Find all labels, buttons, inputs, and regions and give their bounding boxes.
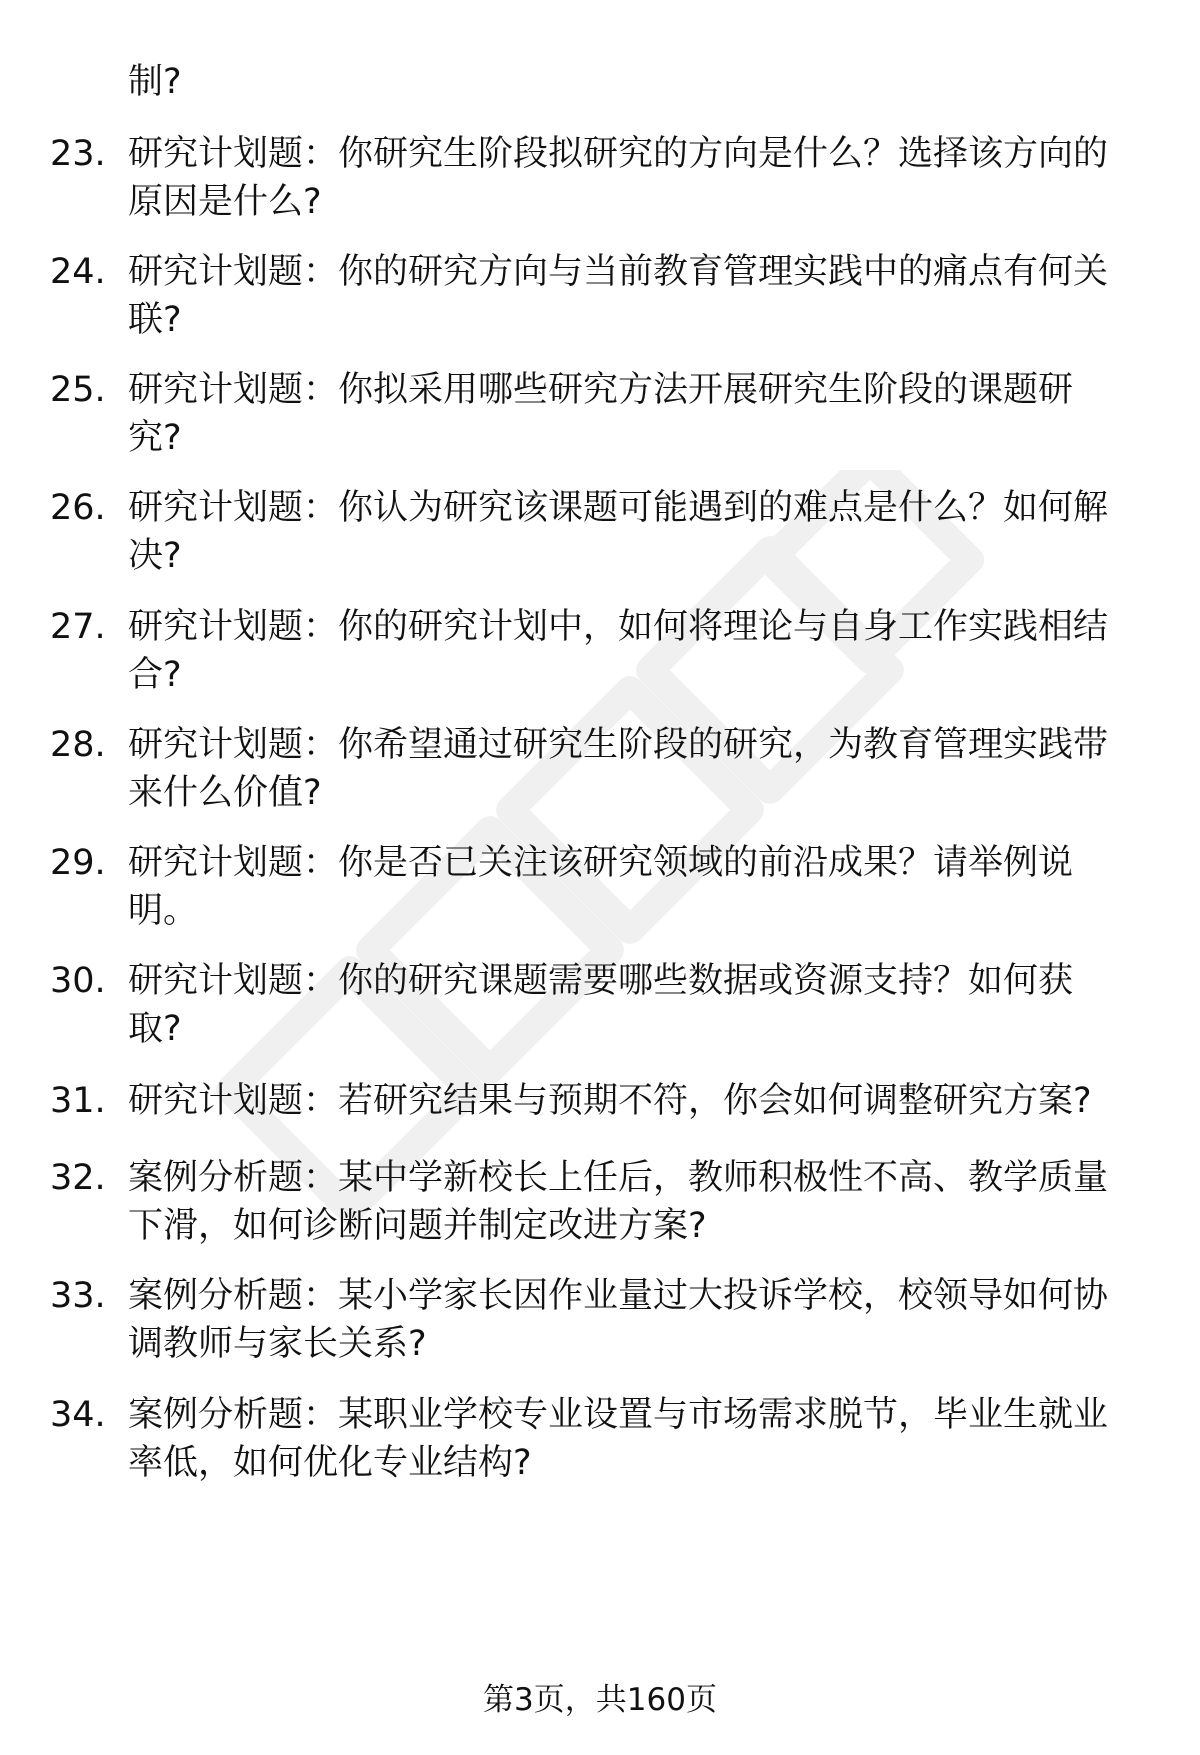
question-text-line: 决? (128, 536, 182, 576)
question-text-line: 合? (128, 655, 182, 695)
question-text (128, 366, 1148, 462)
question-text (128, 603, 1148, 699)
question-text-line: 案例分析题：某中学新校长上任后，教师积极性不高、教学质量 (128, 1158, 1109, 1198)
question-number: 30. (50, 961, 106, 1001)
question-text-line: 究? (128, 418, 182, 458)
question-text (128, 1391, 1148, 1487)
question-text (128, 1154, 1148, 1250)
question-text-line: 联? (128, 300, 182, 340)
question-text (128, 248, 1148, 344)
question-number: 32. (50, 1158, 106, 1198)
question-text-line: 取? (128, 1009, 182, 1049)
question-text-line: 研究计划题：你认为研究该课题可能遇到的难点是什么？如何解 (128, 488, 1109, 528)
continued-text: 制? (128, 62, 182, 102)
question-text-line: 研究计划题：你的研究计划中，如何将理论与自身工作实践相结 (128, 607, 1109, 647)
question-text-line: 率低，如何优化专业结构? (128, 1443, 532, 1483)
question-text-line: 研究计划题：你的研究方向与当前教育管理实践中的痛点有何关 (128, 252, 1109, 292)
question-number: 28. (50, 725, 106, 765)
question-number: 23. (50, 134, 106, 174)
question-number: 25. (50, 370, 106, 410)
question-text-line: 案例分析题：某职业学校专业设置与市场需求脱节，毕业生就业 (128, 1395, 1109, 1435)
question-text (128, 839, 1148, 935)
question-number: 24. (50, 252, 106, 292)
question-text-line: 明。 (128, 891, 199, 931)
question-text (128, 484, 1148, 580)
question-text-line: 研究计划题：你拟采用哪些研究方法开展研究生阶段的课题研 (128, 370, 1074, 410)
question-number: 31. (50, 1081, 106, 1121)
question-text-line: 原因是什么? (128, 182, 322, 222)
question-text-line: 案例分析题：某小学家长因作业量过大投诉学校，校领导如何协 (128, 1276, 1109, 1316)
question-number: 33. (50, 1276, 106, 1316)
question-text (128, 1077, 1148, 1125)
question-text-line: 研究计划题：你的研究课题需要哪些数据或资源支持？如何获 (128, 961, 1074, 1001)
question-text-line: 研究计划题：若研究结果与预期不符，你会如何调整研究方案? (128, 1081, 1092, 1121)
question-text (128, 1272, 1148, 1368)
question-text-line: 研究计划题：你研究生阶段拟研究的方向是什么？选择该方向的 (128, 134, 1109, 174)
page-number-footer: 第3页，共160页 (483, 1682, 717, 1718)
question-number: 27. (50, 607, 106, 647)
question-text (128, 957, 1148, 1053)
question-text-line: 调教师与家长关系? (128, 1324, 427, 1364)
question-text-line: 研究计划题：你是否已关注该研究领域的前沿成果？请举例说 (128, 843, 1074, 883)
question-text (128, 721, 1148, 817)
question-number: 29. (50, 843, 106, 883)
question-text-line: 来什么价值? (128, 773, 322, 813)
question-text-line: 研究计划题：你希望通过研究生阶段的研究，为教育管理实践带 (128, 725, 1109, 765)
question-text-line: 下滑，如何诊断问题并制定改进方案? (128, 1206, 707, 1246)
question-number: 26. (50, 488, 106, 528)
question-number: 34. (50, 1395, 106, 1435)
question-text (128, 130, 1148, 226)
